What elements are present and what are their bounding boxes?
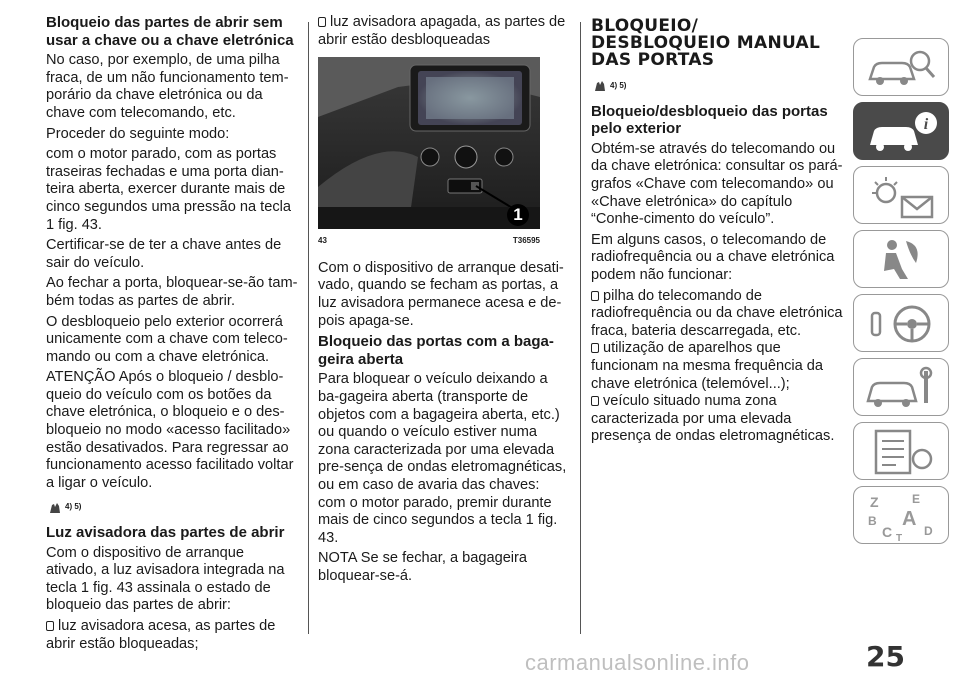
index-letter: A [902, 508, 917, 530]
warning-reference [48, 498, 298, 516]
index-letter: T [896, 533, 903, 541]
paragraph: com o motor parado, com as portas traseiras fechadas e uma porta dian-teira aberta, exercer durante mais de cinco segundos uma pressão na tecla 1 fig. 43. [46, 146, 292, 233]
attention-paragraph: ATENÇÃO Após o bloqueio / desblo-queio do veículo com os botões da chave eletrónica, o bloqueio e o des-bloqueio no modo «acesso facilitado» estão desativados. Para regressar ao funcionamento acesso facilitado voltar a ligar o veículo. [46, 369, 294, 491]
watermark: carmanualsonline.info [525, 650, 750, 675]
section-title: BLOQUEIO/ DESBLOQUEIO MANUAL DAS PORTAS [591, 16, 821, 70]
paragraph: Ao fechar a porta, bloquear-se-ão tam-bém todas as partes de abrir. [46, 275, 298, 309]
heading-lock-without-key: Bloqueio das partes de abrir sem usar a chave ou a chave eletrónica [46, 14, 294, 49]
bullet-box-icon [591, 291, 599, 301]
bullet-box-icon [318, 17, 326, 27]
paragraph: Em alguns casos, o telecomando de radiofrequência ou a chave eletrónica podem não funcionar: [591, 231, 835, 283]
tab-warning-lights[interactable] [853, 166, 949, 224]
steering-key-icon [862, 299, 942, 349]
paragraph: Com o dispositivo de arranque ativado, a luz avisadora integrada na tecla 1 fig. 43 assinala o estado de bloqueio das partes de abrir: [46, 544, 285, 614]
heading-indicator-light: Luz avisadora das partes de abrir [46, 524, 285, 542]
bullet-box-icon [591, 396, 599, 406]
svg-text:i: i [923, 116, 929, 133]
index-letter: C [882, 524, 893, 540]
paragraph: Proceder do seguinte modo: [46, 125, 230, 142]
list-item: pilha do telecomando de radiofrequência ou da chave eletrónica fraca, bateria descarregada, etc. [591, 287, 843, 339]
paragraph: Com o dispositivo de arranque desati-vado, quando se fecham as portas, a luz avisadora permanece acesa e de-pois apaga-se. [318, 259, 564, 329]
index-letter: E [912, 492, 921, 506]
column-1 [46, 14, 298, 653]
warning-reference-text: 4) 5) [610, 81, 627, 90]
warning-lights-icon [862, 171, 942, 221]
list-item: luz avisadora apagada, as partes de abrir estão desbloqueadas [318, 14, 566, 48]
figure-caption [318, 232, 540, 250]
paragraph: Certificar-se de ter a chave antes de sair do veículo. [46, 237, 282, 271]
car-service-icon [862, 363, 942, 413]
figure-number: 43 [318, 236, 327, 246]
tab-car-search[interactable] [853, 38, 949, 96]
index-letter: B [868, 514, 877, 528]
figure-code: T36595 [512, 236, 540, 246]
bullet-box-icon [46, 621, 54, 631]
tab-car-info[interactable] [853, 102, 949, 160]
note-paragraph: NOTA Se se fechar, a bagageira bloquear-se-á. [318, 550, 528, 584]
specs-list-icon [862, 427, 942, 477]
index-letter: Z [870, 494, 879, 510]
page-number: 25 [866, 640, 905, 673]
airbag-icon [862, 235, 942, 285]
paragraph: Obtém-se através do telecomando ou da chave eletrónica: consultar os pará-grafos «Chave com telecomando» ou «Chave eletrónica» do capítulo “Conhe-cimento do veículo”. [591, 140, 843, 228]
bullet-box-icon [591, 343, 599, 353]
warning-reference-text: 4) 5) [65, 502, 82, 512]
paragraph: No caso, por exemplo, de uma pilha fraca, de um não funcionamento tem-porário da chave eletrónica ou da chave com telecomando, etc. [46, 52, 289, 121]
figure-43-dashboard-photo [318, 57, 540, 229]
warning-hand-icon [593, 79, 607, 92]
warning-hand-icon [48, 501, 62, 514]
figure-callout-number: 1 [513, 205, 523, 225]
alphabet-index-icon [862, 491, 942, 541]
list-item: luz avisadora acesa, as partes de abrir estão bloqueadas; [46, 618, 276, 652]
warning-reference [593, 77, 843, 95]
car-info-icon [862, 107, 942, 157]
column-2 [318, 14, 570, 588]
column-divider [308, 22, 309, 634]
list-item: utilização de aparelhos que funcionam na mesma frequência da chave eletrónica (telemóvel...); [591, 340, 824, 392]
tab-airbag[interactable] [853, 230, 949, 288]
tab-alphabet-index[interactable] [853, 486, 949, 544]
column-divider [580, 22, 581, 634]
tab-specs-list[interactable] [853, 422, 949, 480]
paragraph: O desbloqueio pelo exterior ocorrerá unicamente com a chave com teleco-mando ou com a chave eletrónica. [46, 313, 288, 365]
heading-external-lock: Bloqueio/desbloqueio das portas pelo exterior [591, 102, 828, 138]
heading-lock-with-boot-open: Bloqueio das portas com a baga-geira aberta [318, 333, 554, 368]
index-letter: D [924, 524, 933, 538]
column-3 [591, 14, 843, 446]
car-search-icon [862, 43, 942, 93]
tab-steering-key[interactable] [853, 294, 949, 352]
tab-car-service[interactable] [853, 358, 949, 416]
list-item: veículo situado numa zona caracterizada por uma elevada presença de ondas eletromagnéticas. [591, 393, 835, 445]
paragraph: Para bloquear o veículo deixando a ba-gageira aberta (transporte de objetos com a bagageira aberta, etc.) ou quando o veículo estiver numa zona caracterizada por uma elevada pre-sença de ondas eletromagnéticas, ou em caso de avaria das chaves: com o motor parado, premir durante mais de cinco segundos a tecla 1 fig. 43. [318, 371, 567, 546]
